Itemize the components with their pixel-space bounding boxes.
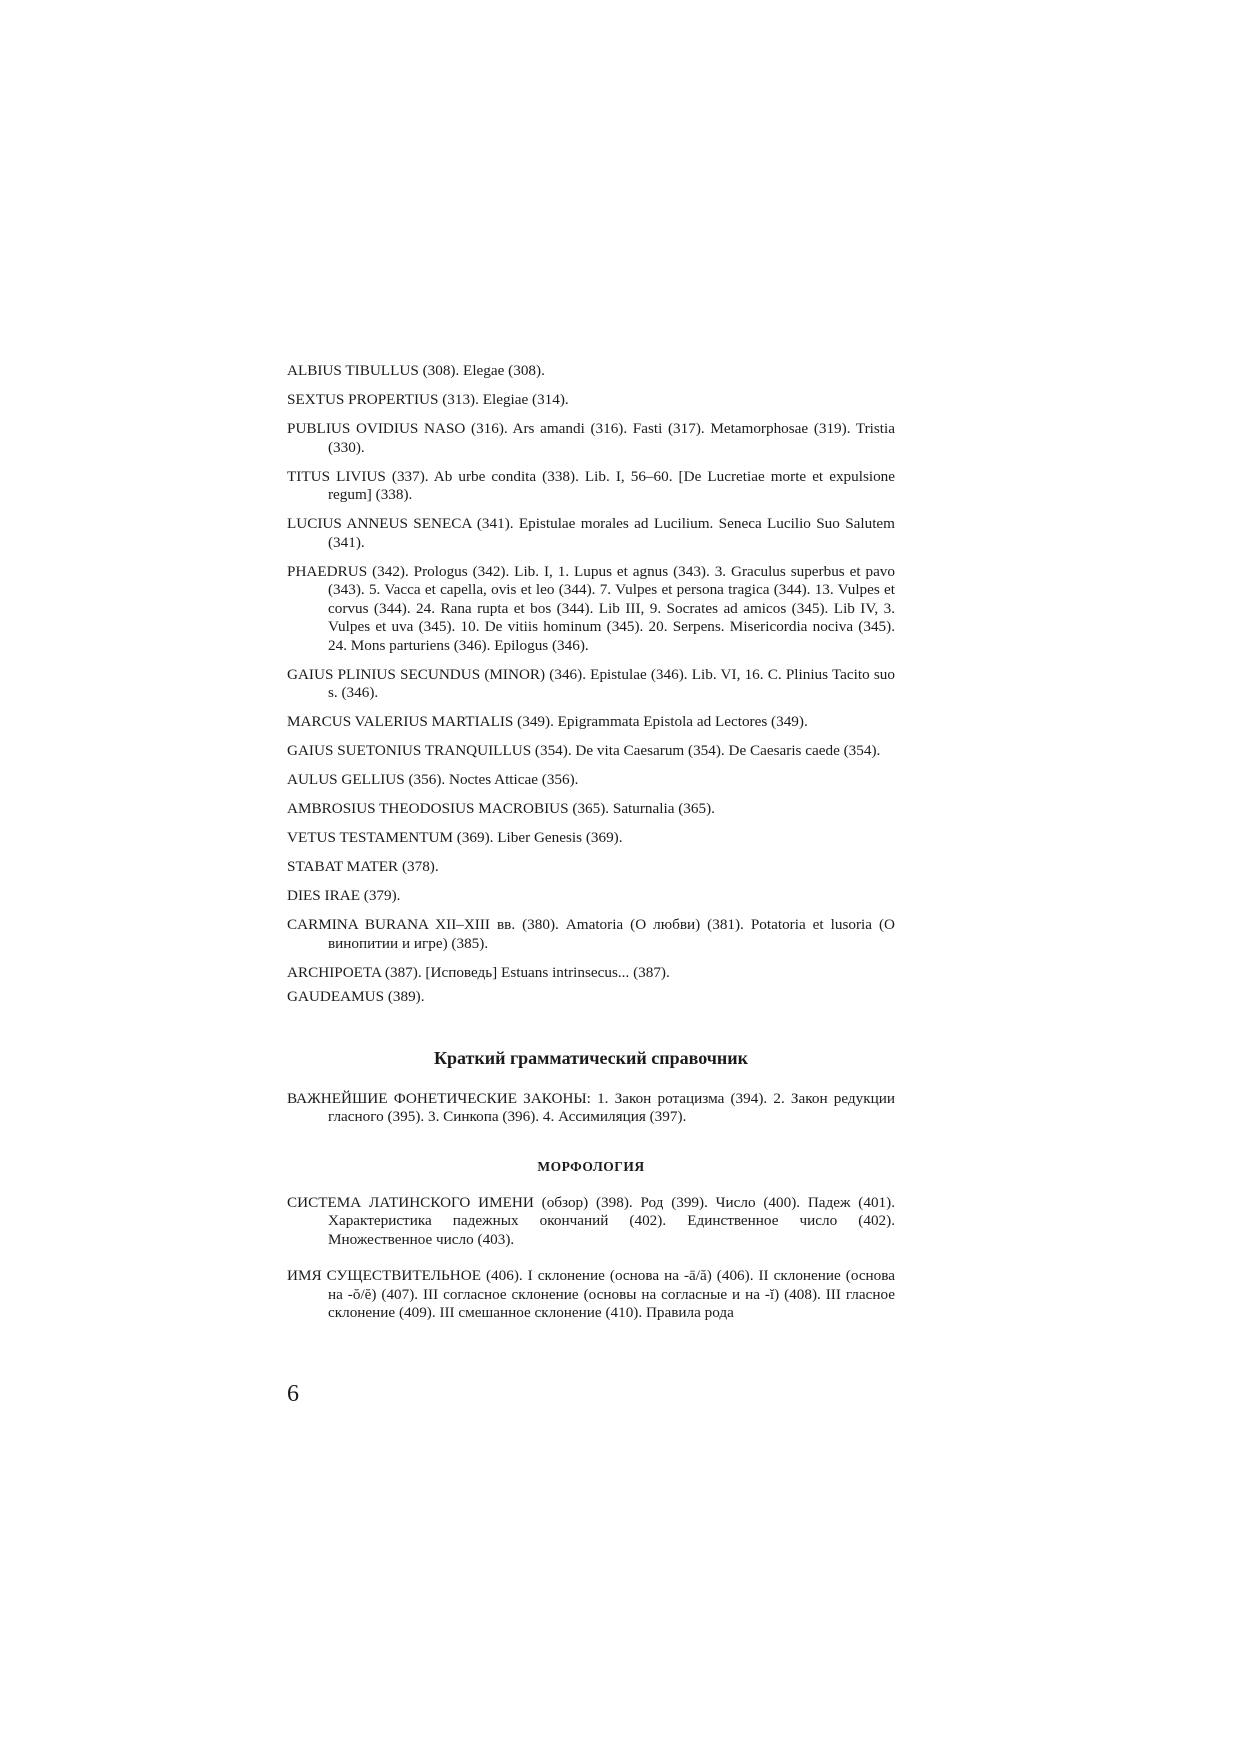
table-of-contents [287, 362, 895, 1333]
toc-entry-vetus-testamentum: VETUS TESTAMENTUM (369). Liber Genesis (369). [287, 829, 623, 846]
toc-entry-noun: ИМЯ СУЩЕСТВИТЕЛЬНОЕ (406). I склонение (основа на -ā/ă) (406). II склонение (основа на -ŏ/ĕ) (407). III согласное склонение (основы на согласные и на -ĭ) (408). III гласное склонение (409). III смешанное склонение (410). Правила рода [287, 1267, 895, 1321]
toc-entry-phaedrus: PHAEDRUS (342). Prologus (342). Lib. I, 1. Lupus et agnus (343). 3. Graculus superbus et pavo (343). 5. Vacca et capella, ovis et leo (344). 7. Vulpes et persona tragica (344). 13. Vulpes et corvus (344). 24. Rana rupta et bos (344). Lib III, 9. Socrates ad amicos (345). Lib IV, 3. Vulpes et uva (345). 10. De vitiis hominum (345). 20. Serpens. Misericordia nociva (345). 24. Mons parturiens (346). Epilogus (346). [287, 562, 895, 654]
sub-heading-morphology: МОРФОЛОГИЯ [537, 1158, 645, 1174]
toc-entry-martialis: MARCUS VALERIUS MARTIALIS (349). Epigrammata Epistola ad Lectores (349). [287, 713, 808, 730]
toc-entry-gellius: AULUS GELLIUS (356). Noctes Atticae (356). [287, 771, 579, 788]
toc-entry-archipoeta: ARCHIPOETA (387). [Исповедь] Estuans intrinsecus... (387). [287, 963, 670, 981]
toc-entry-macrobius: AMBROSIUS THEODOSIUS MACROBIUS (365). Saturnalia (365). [287, 800, 715, 817]
toc-entry-gaudeamus: GAUDEAMUS (389). [287, 988, 425, 1005]
toc-entry-livius: TITUS LIVIUS (337). Ab urbe condita (338). Lib. I, 56–60. [De Lucretiae morte et expulsione regum] (338). [287, 467, 895, 503]
toc-entry-tibullus: ALBIUS TIBULLUS (308). Elegae (308). [287, 362, 545, 379]
toc-entry-plinius: GAIUS PLINIUS SECUNDUS (MINOR) (346). Epistulae (346). Lib. VI, 16. C. Plinius Tacito suo s. (346). [287, 665, 895, 701]
toc-entry-carmina-burana: CARMINA BURANA XII–XIII вв. (380). Amatoria (О любви) (381). Potatoria et lusoria (О винопитии и игре) (385). [287, 916, 895, 952]
toc-entry-noun-system: СИСТЕМА ЛАТИНСКОГО ИМЕНИ (обзор) (398). Род (399). Число (400). Падеж (401). Характеристика падежных окончаний (402). Единственное число (402). Множественное число (403). [287, 1193, 895, 1248]
page-number: 6 [287, 1381, 299, 1407]
toc-entry-stabat-mater: STABAT MATER (378). [287, 858, 439, 875]
toc-entry-suetonius: GAIUS SUETONIUS TRANQUILLUS (354). De vita Caesarum (354). De Caesaris caede (354). [287, 742, 881, 759]
toc-entry-ovidius: PUBLIUS OVIDIUS NASO (316). Ars amandi (316). Fasti (317). Metamorphosae (319). Tristia (330). [287, 420, 895, 456]
toc-entry-seneca: LUCIUS ANNEUS SENECA (341). Epistulae morales ad Lucilium. Seneca Lucilio Suo Salutem (341). [287, 515, 895, 551]
toc-entry-dies-irae: DIES IRAE (379). [287, 887, 401, 904]
toc-entry-propertius: SEXTUS PROPERTIUS (313). Elegiae (314). [287, 391, 569, 408]
section-heading-grammar: Краткий грамматический справочник [433, 1047, 749, 1068]
toc-entry-phonetics: ВАЖНЕЙШИЕ ФОНЕТИЧЕСКИЕ ЗАКОНЫ: 1. Закон ротацизма (394). 2. Закон редукции гласного (395). 3. Синкопа (396). 4. Ассимиляция (397). [287, 1089, 895, 1125]
